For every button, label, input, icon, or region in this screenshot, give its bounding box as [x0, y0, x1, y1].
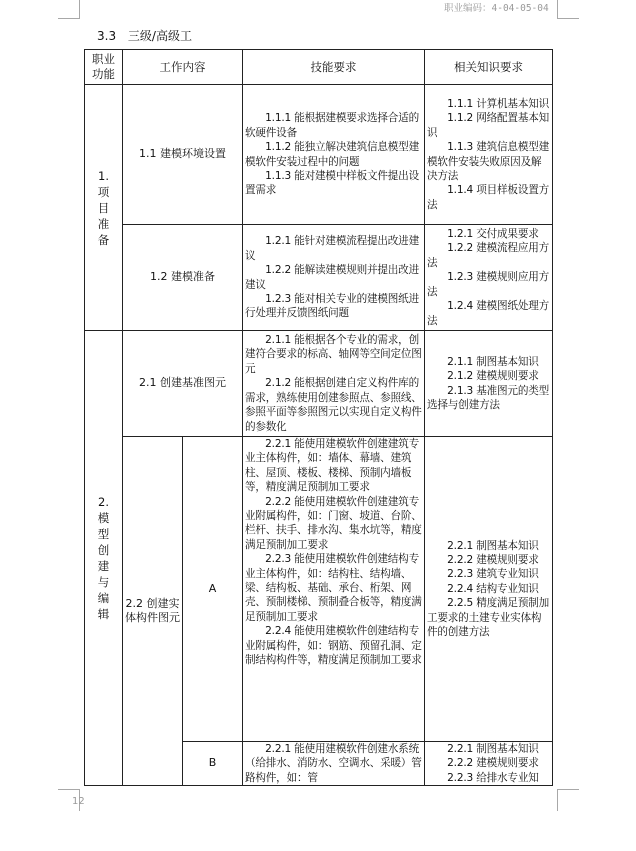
skill-item: 1.2.1 能针对建模流程提出改进建议	[245, 235, 419, 262]
skill-item: 1.1.2 能独立解决建筑信息模型建模软件安装过程中的问题	[245, 141, 419, 168]
header-knowledge: 相关知识要求	[425, 50, 553, 85]
knowledge-item: 2.2.3 给排水专业知	[447, 771, 539, 784]
knowledge-item: 1.2.3 建模规则应用方法	[427, 271, 550, 298]
table-row	[85, 225, 553, 331]
function-cell-2: 2. 模 型 创 建 与 编 辑	[85, 331, 123, 786]
header-skill: 技能要求	[243, 50, 425, 85]
knowledge-item: 2.2.2 建模规则要求	[447, 757, 539, 770]
header-work: 工作内容	[123, 50, 243, 85]
work-content-1-2: 1.2 建模准备	[123, 225, 243, 331]
crop-mark-top-right-h	[557, 18, 579, 19]
knowledge-cell-2-2-b	[425, 742, 553, 786]
skill-item: 2.1.1 能根据各个专业的需求，创建符合要求的标高、轴网等空间定位图元	[245, 334, 422, 375]
skill-item: 1.2.3 能对相关专业的建模图纸进行处理并反馈图纸问题	[245, 292, 419, 320]
knowledge-item: 1.2.4 建模图纸处理方法	[427, 300, 550, 327]
knowledge-item: 2.2.3 建筑专业知识	[447, 568, 539, 581]
knowledge-item: 2.2.1 制图基本知识	[447, 539, 539, 552]
work-content-2-1: 2.1 创建基准图元	[123, 331, 243, 437]
knowledge-item: 1.1.3 建筑信息模型建模软件安装失败原因及解决方法	[427, 141, 550, 182]
knowledge-item: 2.1.3 基准图元的类型选择与创建方法	[427, 384, 550, 411]
skill-item: 2.2.4 能使用建模软件创建结构专业附属构件，如：钢筋、预留孔洞、定制结构构件等，精度满足预制加工要求	[245, 625, 422, 667]
skill-item: 2.2.1 能使用建模软件创建建筑专业主体构件，如：墙体、幕墙、建筑柱、屋顶、楼板、楼梯、预制内墙板等，精度满足预制加工要求	[245, 438, 419, 494]
crop-mark-top-left-v	[79, 0, 80, 19]
knowledge-cell-2-2-a	[425, 437, 553, 742]
crop-mark-bottom-right-h	[557, 789, 579, 790]
work-content-1-1: 1.1 建模环境设置	[123, 85, 243, 225]
skill-cell-1-2	[243, 225, 425, 331]
skill-cell-2-1	[243, 331, 425, 437]
knowledge-item: 1.1.4 项目样板设置方法	[427, 184, 550, 211]
skill-item: 1.1.1 能根据建模要求选择合适的软硬件设备	[245, 112, 419, 139]
header-function: 职业 功能	[85, 50, 123, 85]
knowledge-item: 2.2.2 建模规则要求	[447, 553, 539, 566]
document-code: 职业编码：4-04-05-04	[444, 3, 549, 14]
table-row	[85, 85, 553, 225]
sub-category-a: A	[183, 437, 243, 742]
knowledge-cell-2-1	[425, 331, 553, 437]
knowledge-cell-1-2	[425, 225, 553, 331]
table-row	[85, 437, 553, 742]
skill-cell-1-1	[243, 85, 425, 225]
skill-cell-2-2-a	[243, 437, 425, 742]
work-content-2-2: 2.2 创建实体构件图元	[123, 437, 183, 786]
section-title: 三级/高级工	[127, 29, 192, 43]
skill-cell-2-2-b	[243, 742, 425, 786]
skills-table	[84, 49, 553, 786]
crop-mark-bottom-left-h	[58, 789, 80, 790]
knowledge-item: 1.2.1 交付成果要求	[447, 228, 539, 241]
knowledge-item: 2.1.2 建模规则要求	[447, 370, 539, 383]
knowledge-item: 2.2.1 制图基本知识	[447, 743, 539, 755]
section-number: 3.3	[97, 29, 117, 43]
skill-item: 1.1.3 能对建模中样板文件提出设置需求	[245, 169, 419, 197]
sub-category-b: B	[183, 742, 243, 786]
skill-item: 2.2.2 能使用建模软件创建建筑专业附属构件，如：门窗、坡道、台阶、栏杆、扶手、排水沟、集水坑等，精度满足预制加工要求	[245, 495, 422, 551]
crop-mark-bottom-right-v	[557, 789, 558, 811]
knowledge-item: 1.2.2 建模流程应用方法	[427, 242, 550, 269]
function-cell-1: 1. 项 目 准 备	[85, 85, 123, 331]
table-row	[85, 331, 553, 437]
knowledge-cell-1-1	[425, 85, 553, 225]
knowledge-item: 1.1.1 计算机基本知识	[447, 97, 550, 110]
skill-item: 2.2.1 能使用建模软件创建水系统（给排水、消防水、空调水、采暖）管路构件，如：管	[245, 743, 422, 784]
skill-item: 2.1.2 能根据创建自定义构件库的需求，熟练使用创建参照点、参照线、参照平面等参照图元以实现自定义构件的参数化	[245, 377, 422, 433]
section-heading	[97, 27, 192, 44]
page-number: 12	[72, 796, 85, 807]
knowledge-item: 2.2.4 结构专业知识	[447, 582, 539, 595]
knowledge-item: 2.2.5 精度满足预制加工要求的土建专业实体构件的创建方法	[427, 597, 550, 639]
skill-item: 2.2.3 能使用建模软件创建结构专业主体构件，如：结构柱、结构墙、梁、结构板、基础、承台、桁架、网壳、预制楼梯、预制叠合板等，精度满足预制加工要求	[245, 553, 422, 623]
crop-mark-top-right-v	[557, 0, 558, 19]
table-header-row	[85, 50, 553, 85]
crop-mark-top-left-h	[58, 18, 80, 19]
knowledge-item: 2.1.1 制图基本知识	[447, 355, 539, 368]
skill-item: 1.2.2 能解读建模规则并提出改进建议	[245, 264, 419, 291]
knowledge-item: 1.1.2 网络配置基本知识	[427, 112, 550, 139]
